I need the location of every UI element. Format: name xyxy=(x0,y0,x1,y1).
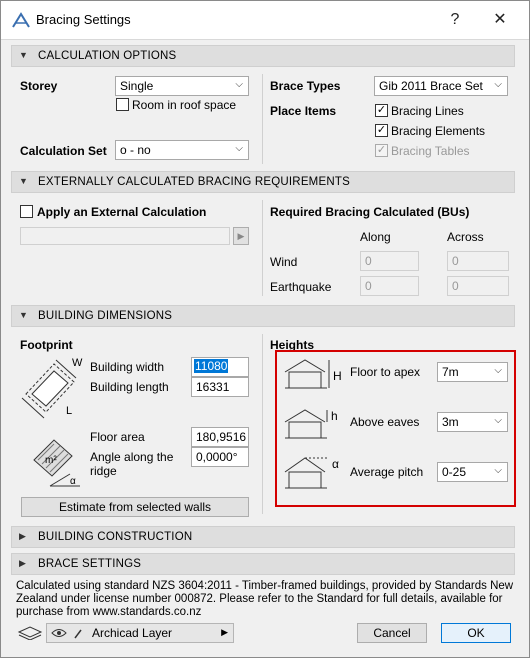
standards-notice xyxy=(16,580,516,619)
divider xyxy=(262,74,263,164)
dimensions-header[interactable] xyxy=(11,305,515,327)
length-label: Building length xyxy=(90,380,169,394)
chevron-down-icon: ▼ xyxy=(19,176,28,186)
room-in-roof-label: Room in roof space xyxy=(132,98,237,112)
area-field[interactable]: 180,9516 xyxy=(191,427,249,447)
eaves-letter: h xyxy=(331,409,338,423)
calc-set-label: Calculation Set xyxy=(20,144,107,158)
diagram-l-label: L xyxy=(66,405,73,417)
average-pitch-icon xyxy=(283,454,345,494)
bracing-tables-checkbox: ✓ xyxy=(376,144,387,156)
bracing-lines-checkbox[interactable]: ✓ xyxy=(376,104,387,116)
external-file-field xyxy=(20,227,230,245)
heights-label: Heights xyxy=(270,338,315,352)
along-label: Along xyxy=(360,230,391,244)
footprint-label: Footprint xyxy=(20,338,73,352)
area-label: Floor area xyxy=(90,430,145,444)
external-title: EXTERNALLY CALCULATED BRACING REQUIREMENTS xyxy=(38,176,350,188)
pitch-letter: α xyxy=(332,457,339,471)
eaves-select[interactable] xyxy=(437,412,508,432)
external-header[interactable] xyxy=(11,171,515,193)
eaves-value: 3m xyxy=(442,415,459,429)
bracing-lines-label: Bracing Lines xyxy=(391,104,464,118)
bracing-app-icon xyxy=(12,12,30,28)
angle-field[interactable]: 0,0000° xyxy=(191,447,249,467)
notice-line-1: Calculated using standard NZS 3604:2011 - Timber-framed buildings, provided by Standards New xyxy=(16,580,514,592)
chevron-down-icon: ⌵ xyxy=(235,79,243,90)
layers-icon xyxy=(17,624,43,640)
eye-icon xyxy=(51,628,67,638)
storey-label: Storey xyxy=(20,79,58,93)
chevron-right-icon: ▶ xyxy=(19,558,26,568)
brace-settings-header[interactable] xyxy=(11,553,515,575)
apex-letter: H xyxy=(333,369,342,383)
estimate-button[interactable]: Estimate from selected walls xyxy=(21,497,249,517)
eq-across-field: 0 xyxy=(447,276,509,296)
wind-across-field: 0 xyxy=(447,251,509,271)
room-in-roof-checkbox[interactable] xyxy=(116,98,129,111)
calc-options-header[interactable] xyxy=(11,45,515,67)
chevron-down-icon: ⌵ xyxy=(494,79,502,90)
diagram-m2-label: m² xyxy=(45,455,57,466)
floor-area-diagram-icon xyxy=(20,430,84,490)
angle-label: Angle along the ridge xyxy=(90,450,174,478)
layer-select[interactable] xyxy=(46,623,234,643)
width-label: Building width xyxy=(90,360,165,374)
pencil-icon xyxy=(73,628,83,640)
brace-types-select[interactable] xyxy=(374,76,508,96)
above-eaves-icon xyxy=(283,404,345,442)
calc-set-select[interactable] xyxy=(115,140,249,160)
cancel-button[interactable]: Cancel xyxy=(357,623,427,643)
eaves-label: Above eaves xyxy=(350,415,420,429)
across-label: Across xyxy=(447,230,484,244)
footprint-diagram-icon xyxy=(20,354,84,420)
floor-to-apex-icon xyxy=(283,356,345,392)
dimensions-title: BUILDING DIMENSIONS xyxy=(38,310,173,322)
window-title: Bracing Settings xyxy=(36,12,131,27)
notice-line-2: Zealand under license number 000872. Please refer to the Standard for full details, available for xyxy=(16,593,503,605)
apply-external-label: Apply an External Calculation xyxy=(37,205,207,219)
ok-button[interactable]: OK xyxy=(441,623,511,643)
divider xyxy=(262,200,263,296)
calc-set-value: o - no xyxy=(120,143,151,157)
required-bracing-label: Required Bracing Calculated (BUs) xyxy=(270,205,470,219)
width-field[interactable] xyxy=(191,357,249,377)
pitch-value: 0-25 xyxy=(442,465,467,479)
diagram-alpha-label: α xyxy=(70,476,76,487)
bracing-elements-checkbox[interactable]: ✓ xyxy=(376,124,387,136)
chevron-down-icon: ▼ xyxy=(19,310,28,320)
brace-settings-title: BRACE SETTINGS xyxy=(38,558,142,570)
chevron-down-icon: ⌵ xyxy=(494,465,502,476)
chevron-right-icon: ▶ xyxy=(19,531,26,541)
chevron-down-icon: ⌵ xyxy=(235,143,243,154)
width-value: 11080 xyxy=(195,359,228,373)
layer-value: Archicad Layer xyxy=(92,626,173,640)
pitch-select[interactable] xyxy=(437,462,508,482)
brace-types-label: Brace Types xyxy=(270,79,341,93)
divider xyxy=(262,334,263,514)
pitch-label: Average pitch xyxy=(350,465,424,479)
chevron-down-icon: ⌵ xyxy=(494,365,502,376)
apply-external-checkbox[interactable] xyxy=(20,205,33,218)
diagram-w-label: W xyxy=(72,357,83,369)
chevron-down-icon: ⌵ xyxy=(494,415,502,426)
construction-header[interactable] xyxy=(11,526,515,548)
external-file-button: ▶ xyxy=(233,227,249,245)
brace-types-value: Gib 2011 Brace Set xyxy=(379,79,483,93)
chevron-down-icon: ▼ xyxy=(19,50,28,60)
apex-select[interactable] xyxy=(437,362,508,382)
storey-select[interactable] xyxy=(115,76,249,96)
bracing-tables-label: Bracing Tables xyxy=(391,144,470,158)
wind-label: Wind xyxy=(270,255,298,269)
calc-options-title: CALCULATION OPTIONS xyxy=(38,50,177,62)
notice-line-3: purchase from www.standards.co.nz xyxy=(16,606,202,618)
apex-value: 7m xyxy=(442,365,459,379)
help-button[interactable]: ? xyxy=(450,11,460,28)
close-button[interactable]: ✕ xyxy=(493,11,507,28)
wind-along-field: 0 xyxy=(360,251,419,271)
chevron-right-icon: ▶ xyxy=(221,627,228,637)
place-items-label: Place Items xyxy=(270,104,337,118)
bracing-elements-label: Bracing Elements xyxy=(391,124,486,138)
length-field[interactable]: 16331 xyxy=(191,377,249,397)
earthquake-label: Earthquake xyxy=(270,280,332,294)
construction-title: BUILDING CONSTRUCTION xyxy=(38,531,193,543)
storey-value: Single xyxy=(120,79,154,93)
apex-label: Floor to apex xyxy=(350,365,421,379)
eq-along-field: 0 xyxy=(360,276,419,296)
